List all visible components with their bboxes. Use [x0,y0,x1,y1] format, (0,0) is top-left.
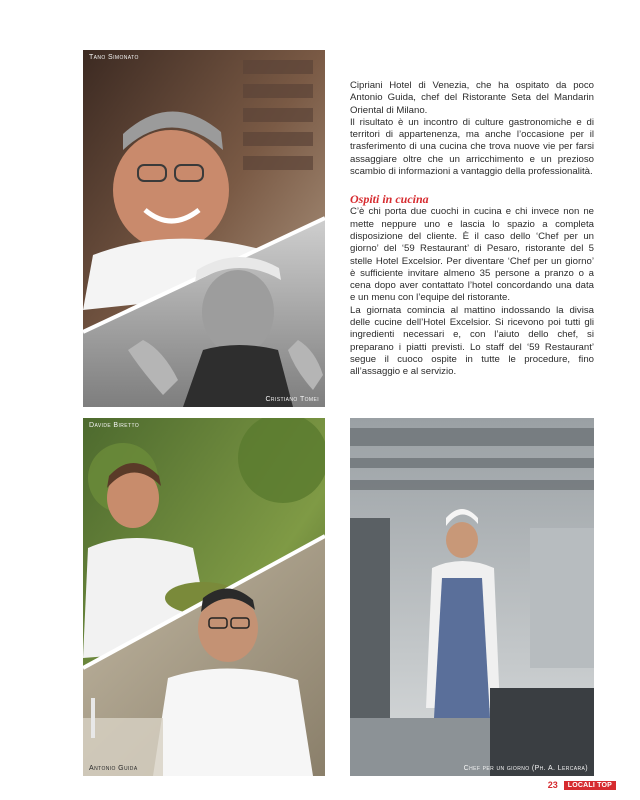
photo-davide-biretto [83,418,325,776]
article-paragraph: La giornata comincia al mattino indossando la divisa delle cucine dell’Hotel Excelsior. Si ricevono poi tutti gli ingredienti necessari e, con l’aiuto dello chef, si preparano i piatti previsti. Lo staff del ‘59 Restaurant’ segue il cuoco ospite in tutte le procedure, fino all’assaggio e al servizio. [350,304,594,378]
kitchen-photo [350,418,594,776]
photo-chef-per-un-giorno [350,418,594,776]
section-heading: Ospiti in cucina [350,192,429,207]
page-number: 23 [547,780,558,790]
caption-antonio-guida: Antonio Guida [89,765,138,772]
photo-tano-simonato [83,50,325,407]
article-paragraph: Cipriani Hotel di Venezia, che ha ospitato da poco Antonio Guida, chef del Ristorante Seta del Mandarin Oriental di Milano. [350,80,594,116]
article-paragraph: Il risultato è un incontro di culture gastronomiche e di territori di appartenenza, ma anche l’occasione per il trasferimento di una cucina che trova nuove vie per farsi assaggiare oltre che un arricchimento e un prezioso scambio di informazioni a vantaggio della professionalità. [350,116,594,178]
caption-davide-biretto: Davide Biretto [89,422,140,429]
page-footer [548,780,616,790]
caption-chef-per-un-giorno: Chef per un giorno (Ph. A. Lercara) [463,765,588,772]
magazine-name: LOCALI TOP [564,781,616,790]
caption-cristiano-tomei: Cristiano Tomei [265,396,319,403]
article-body [350,80,594,379]
caption-tano-simonato: Tano Simonato [89,54,139,61]
chef-portrait-lower [83,418,325,776]
chef-portrait-upper [83,50,325,407]
article-paragraph: C’è chi porta due cuochi in cucina e chi invece non ne mette neppure uno e lascia lo spazio a completa disposizione del cliente. È il caso dello ‘Chef per un giorno’ del ‘59 Restaurant’ di Pesaro, ristorante del 5 stelle Hotel Excelsior. Per diventare ‘Chef per un giorno’ è sufficiente invitare almeno 35 persone a pranzo o a cena dopo aver contattato l’hotel concordando una data e un menu con l’equipe del ristorante. [350,206,594,304]
